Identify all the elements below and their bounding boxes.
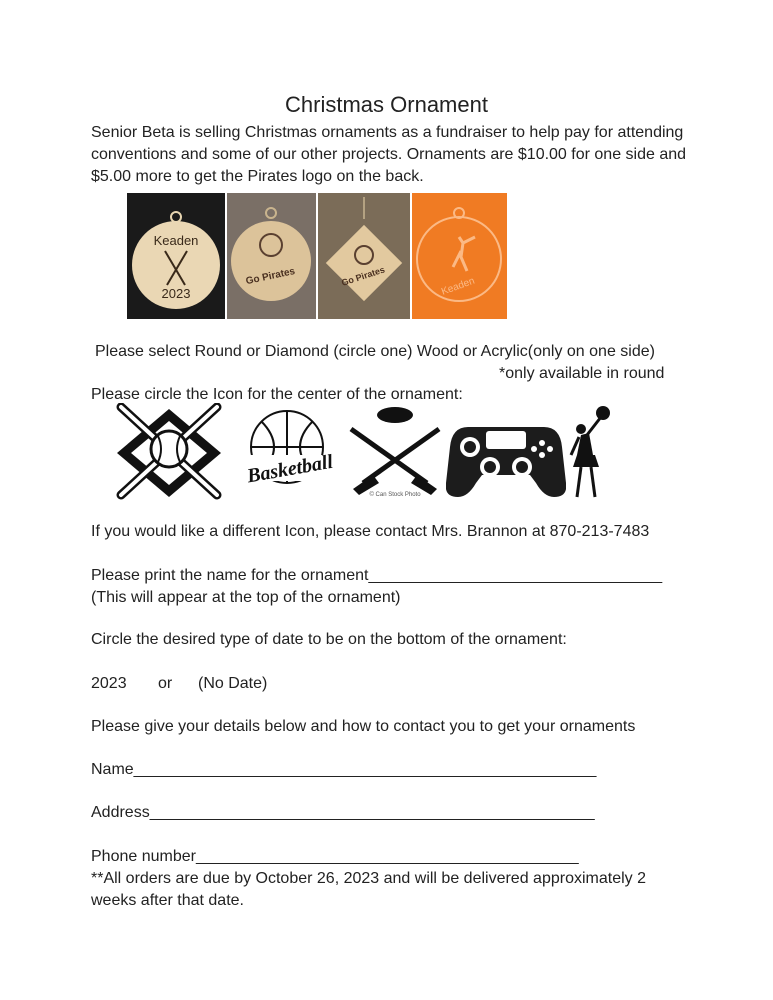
- photo-acrylic-name: Keaden: [440, 275, 477, 298]
- photo-diamond-wood-pirates: [318, 193, 410, 319]
- details-prompt: Please give your details below and how to contact you to get your ornaments: [91, 718, 636, 735]
- photo-round-acrylic-golfer: [412, 193, 507, 319]
- cheerleader-icon: [565, 403, 615, 500]
- photo-name-text: Keaden: [153, 233, 199, 248]
- round-only-note: *only available in round: [499, 365, 665, 382]
- photo-year-text: 2023: [161, 286, 191, 301]
- address-field[interactable]: Address__________________________________________________: [91, 804, 595, 821]
- icon-prompt: Please circle the Icon for the center of the ornament:: [91, 386, 463, 403]
- name-field[interactable]: Name____________________________________________________: [91, 761, 597, 778]
- photo-round-wood-golf: [127, 193, 225, 319]
- contact-line: If you would like a different Icon, please contact Mrs. Brannon at 870-213-7483: [91, 523, 650, 540]
- baseball-icon: [113, 403, 225, 500]
- phone-field[interactable]: Phone number___________________________________________: [91, 848, 579, 865]
- ornament-name-note: (This will appear at the top of the ornament): [91, 589, 401, 606]
- intro-paragraph: Senior Beta is selling Christmas ornaments as a fundraiser to help pay for attending conventions and some of our other projects. Ornaments are $10.00 for one side and $5.00 more to get the Pirates logo on the back.: [91, 124, 687, 185]
- date-prompt: Circle the desired type of date to be on the bottom of the ornament:: [91, 631, 567, 648]
- ornament-name-field[interactable]: Please print the name for the ornament_________________________________: [91, 567, 663, 584]
- date-option-no-date[interactable]: (No Date): [198, 675, 268, 692]
- date-option-or: or: [158, 675, 173, 692]
- date-option-year[interactable]: 2023: [91, 675, 127, 692]
- watermark-text: © Can Stock Photo: [369, 492, 421, 498]
- crossed-rifles-icon: [347, 403, 443, 500]
- photo-pirates-text: Go Pirates: [244, 265, 297, 288]
- photo-pirates-text-2: Go Pirates: [340, 264, 387, 288]
- page-title: Christmas Ornament: [285, 92, 488, 117]
- game-controller-icon: [446, 403, 566, 500]
- basketball-text: Basketball: [245, 450, 335, 488]
- shape-material-selection: Please select Round or Diamond (circle one) Wood or Acrylic(only on one side): [95, 343, 655, 360]
- basketball-icon: [243, 403, 341, 500]
- photo-round-wood-pirates: [227, 193, 316, 319]
- footer-note: **All orders are due by October 26, 2023 and will be delivered approximately 2 weeks after that date.: [91, 870, 646, 909]
